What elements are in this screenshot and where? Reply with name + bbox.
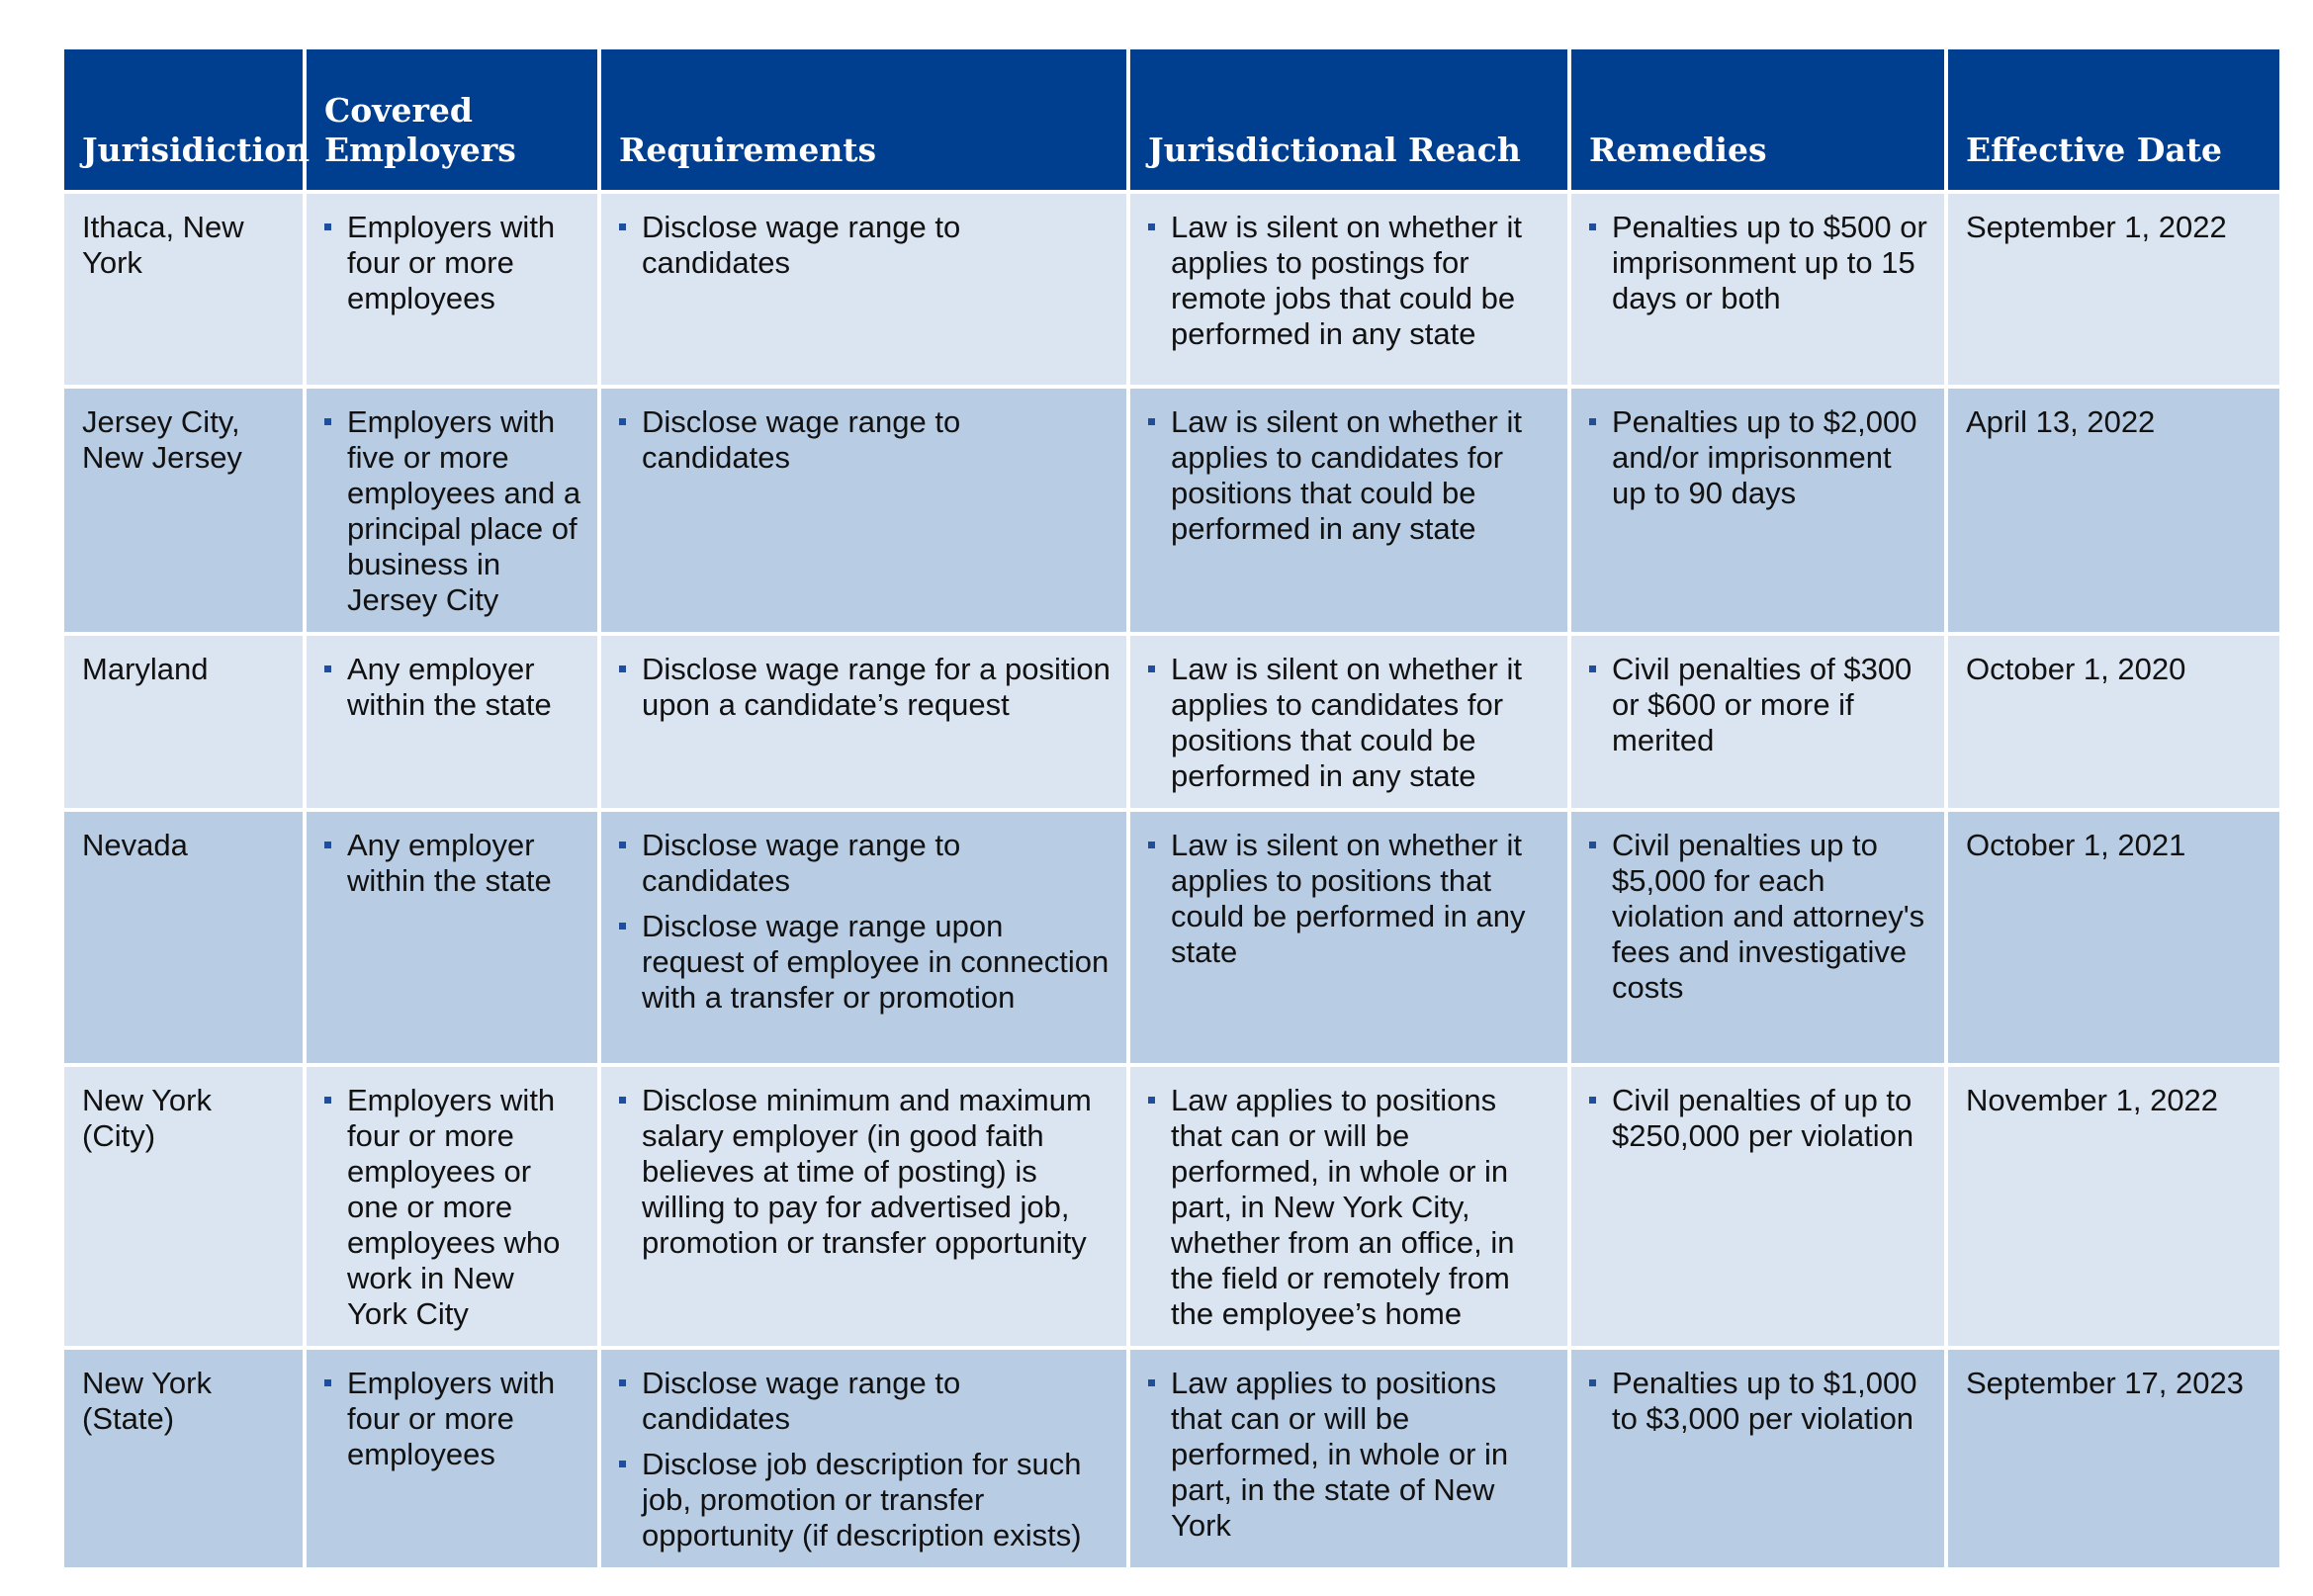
list-item: Disclose wage range to candidates bbox=[617, 210, 1111, 281]
remedies-cell bbox=[1569, 1065, 1946, 1348]
table-row bbox=[62, 1065, 2281, 1348]
jurisdiction-cell: Maryland bbox=[62, 634, 305, 810]
jurisdiction-cell: Jersey City, New Jersey bbox=[62, 387, 305, 634]
list-item: Any employer within the state bbox=[322, 652, 581, 723]
list-item: Employers with four or more employees bbox=[322, 1366, 581, 1472]
remedies-cell bbox=[1569, 1348, 1946, 1569]
bullet-icon bbox=[324, 223, 331, 230]
list-item: Employers with four or more employees or one or more employees who work in New York City bbox=[322, 1083, 581, 1332]
covered-employers-cell bbox=[305, 1348, 599, 1569]
pay-transparency-table-container bbox=[60, 45, 2279, 1571]
effective-date-cell: October 1, 2020 bbox=[1946, 634, 2281, 810]
bullet-icon bbox=[619, 1379, 626, 1386]
list-item: Law applies to positions that can or will be performed, in whole or in part, in New York City, whether from an office, in the field or remotely from the employee’s home bbox=[1146, 1083, 1552, 1332]
bullet-icon bbox=[324, 1097, 331, 1104]
jurisdiction-cell: New York (City) bbox=[62, 1065, 305, 1348]
list-item: Disclose wage range for a position upon a candidate’s request bbox=[617, 652, 1111, 723]
list-item: Penalties up to $2,000 and/or imprisonment up to 90 days bbox=[1587, 404, 1928, 511]
bullet-icon bbox=[619, 842, 626, 848]
bullet-icon bbox=[619, 223, 626, 230]
effective-date-cell: September 17, 2023 bbox=[1946, 1348, 2281, 1569]
header-row bbox=[62, 47, 2281, 192]
header-jurisdiction: Jurisidiction bbox=[62, 47, 305, 192]
table-row bbox=[62, 634, 2281, 810]
reach-cell bbox=[1128, 634, 1569, 810]
bullet-icon bbox=[324, 418, 331, 425]
bullet-icon bbox=[1148, 418, 1155, 425]
list-item: Civil penalties up to $5,000 for each violation and attorney's fees and investigative costs bbox=[1587, 828, 1928, 1006]
header-requirements: Requirements bbox=[599, 47, 1128, 192]
jurisdiction-cell: Nevada bbox=[62, 810, 305, 1065]
bullet-icon bbox=[619, 923, 626, 930]
list-item: Law is silent on whether it applies to candidates for positions that could be performed in any state bbox=[1146, 404, 1552, 547]
bullet-icon bbox=[324, 842, 331, 848]
bullet-icon bbox=[1589, 223, 1596, 230]
pay-transparency-table bbox=[60, 45, 2283, 1571]
remedies-cell bbox=[1569, 387, 1946, 634]
covered-employers-cell bbox=[305, 634, 599, 810]
requirements-cell bbox=[599, 192, 1128, 387]
covered-employers-cell bbox=[305, 810, 599, 1065]
list-item: Employers with five or more employees and a principal place of business in Jersey City bbox=[322, 404, 581, 618]
list-item: Disclose wage range to candidates bbox=[617, 828, 1111, 899]
list-item: Any employer within the state bbox=[322, 828, 581, 899]
bullet-icon bbox=[1589, 1379, 1596, 1386]
list-item: Disclose wage range to candidates bbox=[617, 404, 1111, 476]
covered-employers-cell bbox=[305, 1065, 599, 1348]
bullet-icon bbox=[1589, 418, 1596, 425]
bullet-icon bbox=[1148, 842, 1155, 848]
covered-employers-cell bbox=[305, 387, 599, 634]
jurisdiction-cell: New York (State) bbox=[62, 1348, 305, 1569]
reach-cell bbox=[1128, 1348, 1569, 1569]
requirements-cell bbox=[599, 1348, 1128, 1569]
bullet-icon bbox=[619, 418, 626, 425]
requirements-cell bbox=[599, 387, 1128, 634]
table-row bbox=[62, 192, 2281, 387]
bullet-icon bbox=[1148, 665, 1155, 672]
effective-date-cell: September 1, 2022 bbox=[1946, 192, 2281, 387]
reach-cell bbox=[1128, 387, 1569, 634]
list-item: Penalties up to $1,000 to $3,000 per violation bbox=[1587, 1366, 1928, 1437]
requirements-cell bbox=[599, 1065, 1128, 1348]
list-item: Law is silent on whether it applies to postings for remote jobs that could be performed in any state bbox=[1146, 210, 1552, 352]
header-covered-employers: Covered Employers bbox=[305, 47, 599, 192]
list-item: Penalties up to $500 or imprisonment up to 15 days or both bbox=[1587, 210, 1928, 316]
bullet-icon bbox=[1589, 1097, 1596, 1104]
remedies-cell bbox=[1569, 192, 1946, 387]
list-item: Law applies to positions that can or will be performed, in whole or in part, in the state of New York bbox=[1146, 1366, 1552, 1544]
list-item: Disclose wage range upon request of employee in connection with a transfer or promotion bbox=[617, 909, 1111, 1016]
covered-employers-cell bbox=[305, 192, 599, 387]
list-item: Civil penalties of $300 or $600 or more if merited bbox=[1587, 652, 1928, 758]
bullet-icon bbox=[1148, 223, 1155, 230]
effective-date-cell: April 13, 2022 bbox=[1946, 387, 2281, 634]
bullet-icon bbox=[619, 1461, 626, 1467]
reach-cell bbox=[1128, 1065, 1569, 1348]
list-item: Disclose minimum and maximum salary employer (in good faith believes at time of posting) is willing to pay for advertised job, promotion or transfer opportunity bbox=[617, 1083, 1111, 1261]
bullet-icon bbox=[324, 1379, 331, 1386]
effective-date-cell: November 1, 2022 bbox=[1946, 1065, 2281, 1348]
table-body bbox=[62, 192, 2281, 1569]
table-row bbox=[62, 387, 2281, 634]
list-item: Law is silent on whether it applies to positions that could be performed in any state bbox=[1146, 828, 1552, 970]
list-item: Law is silent on whether it applies to candidates for positions that could be performed in any state bbox=[1146, 652, 1552, 794]
bullet-icon bbox=[1589, 842, 1596, 848]
header-effective-date: Effective Date bbox=[1946, 47, 2281, 192]
bullet-icon bbox=[1148, 1379, 1155, 1386]
list-item: Disclose job description for such job, promotion or transfer opportunity (if description exists) bbox=[617, 1447, 1111, 1553]
bullet-icon bbox=[1589, 665, 1596, 672]
requirements-cell bbox=[599, 634, 1128, 810]
list-item: Employers with four or more employees bbox=[322, 210, 581, 316]
bullet-icon bbox=[1148, 1097, 1155, 1104]
list-item: Disclose wage range to candidates bbox=[617, 1366, 1111, 1437]
header-jurisdictional-reach: Jurisdictional Reach bbox=[1128, 47, 1569, 192]
table-row bbox=[62, 1348, 2281, 1569]
requirements-cell bbox=[599, 810, 1128, 1065]
reach-cell bbox=[1128, 810, 1569, 1065]
bullet-icon bbox=[619, 665, 626, 672]
remedies-cell bbox=[1569, 634, 1946, 810]
remedies-cell bbox=[1569, 810, 1946, 1065]
table-header bbox=[62, 47, 2281, 192]
jurisdiction-cell: Ithaca, New York bbox=[62, 192, 305, 387]
list-item: Civil penalties of up to $250,000 per violation bbox=[1587, 1083, 1928, 1154]
header-remedies: Remedies bbox=[1569, 47, 1946, 192]
reach-cell bbox=[1128, 192, 1569, 387]
bullet-icon bbox=[619, 1097, 626, 1104]
table-row bbox=[62, 810, 2281, 1065]
bullet-icon bbox=[324, 665, 331, 672]
effective-date-cell: October 1, 2021 bbox=[1946, 810, 2281, 1065]
